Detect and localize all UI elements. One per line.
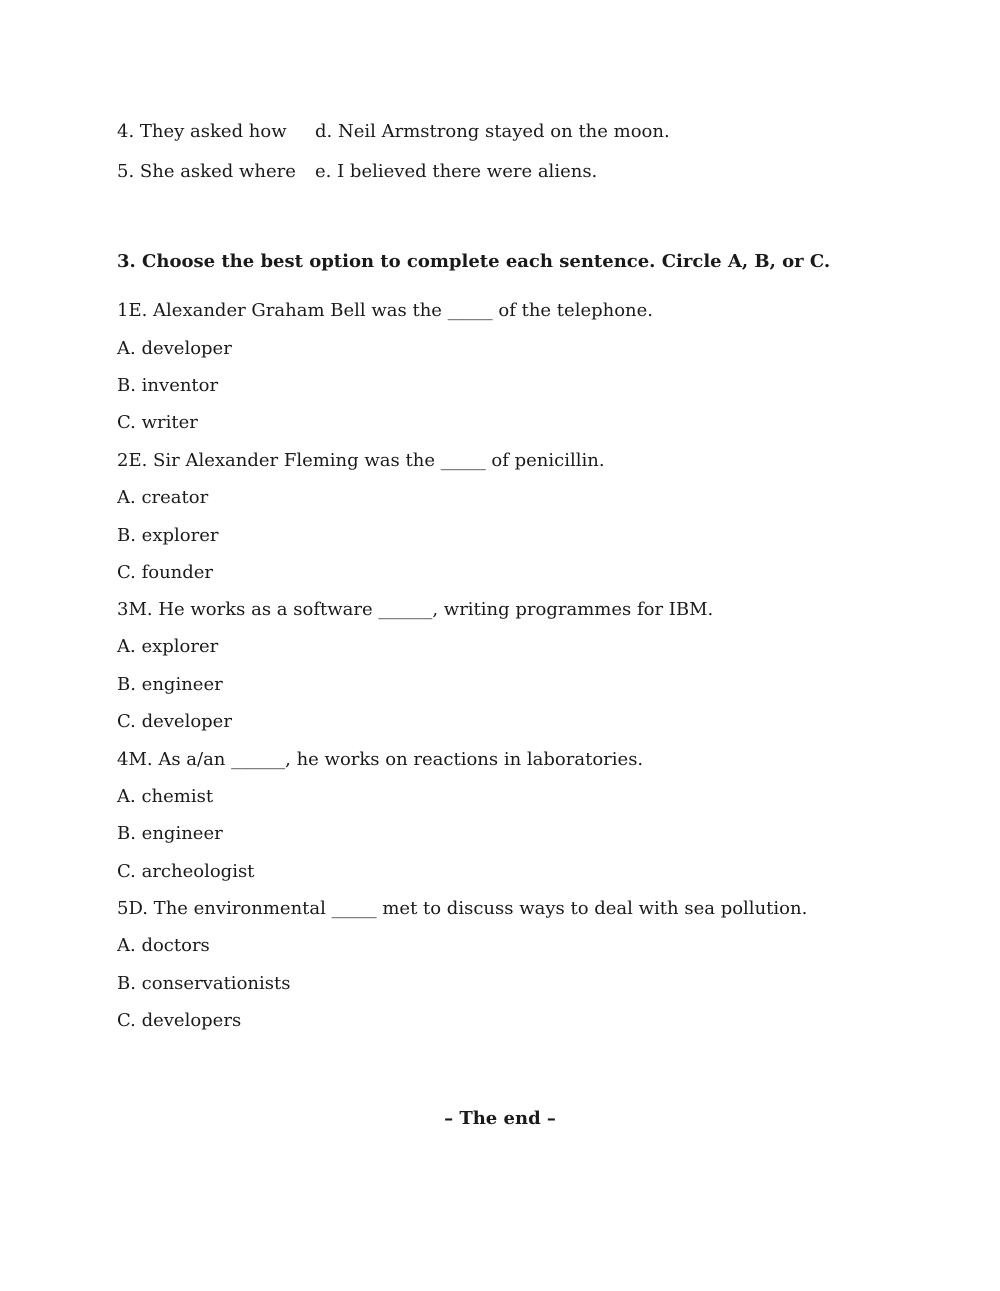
matching-row [117,121,817,143]
answer-option[interactable]: C. founder [117,562,214,583]
matching-row [117,161,817,183]
answer-option[interactable]: A. doctors [117,935,210,956]
answer-option[interactable]: A. chemist [117,786,214,807]
question-prompt: 5D. The environmental _____ met to discuss ways to deal with sea pollution. [117,898,808,919]
answer-option[interactable]: C. writer [117,412,198,433]
matching-prompt: 5. She asked where [117,161,296,182]
question-prompt: 2E. Sir Alexander Fleming was the _____ of penicillin. [117,450,605,471]
question-prompt: 4M. As a/an ______, he works on reactions in laboratories. [117,749,644,770]
matching-answer: e. I believed there were aliens. [315,161,598,182]
answer-option[interactable]: C. archeologist [117,861,255,882]
answer-option[interactable]: B. conservationists [117,973,291,994]
answer-option[interactable]: B. explorer [117,525,219,546]
the-end-label: – The end – [444,1108,556,1129]
question-prompt: 1E. Alexander Graham Bell was the _____ of the telephone. [117,300,654,321]
answer-option[interactable]: B. engineer [117,823,223,844]
section-heading: 3. Choose the best option to complete each sentence. Circle A, B, or C. [117,251,831,272]
answer-option[interactable]: C. developers [117,1010,242,1031]
answer-option[interactable]: B. engineer [117,674,223,695]
question-prompt: 3M. He works as a software ______, writing programmes for IBM. [117,599,714,620]
matching-answer: d. Neil Armstrong stayed on the moon. [315,121,670,142]
answer-option[interactable]: A. developer [117,338,232,359]
answer-option[interactable]: A. explorer [117,636,219,657]
answer-option[interactable]: C. developer [117,711,232,732]
answer-option[interactable]: B. inventor [117,375,219,396]
answer-option[interactable]: A. creator [117,487,209,508]
matching-prompt: 4. They asked how [117,121,287,142]
